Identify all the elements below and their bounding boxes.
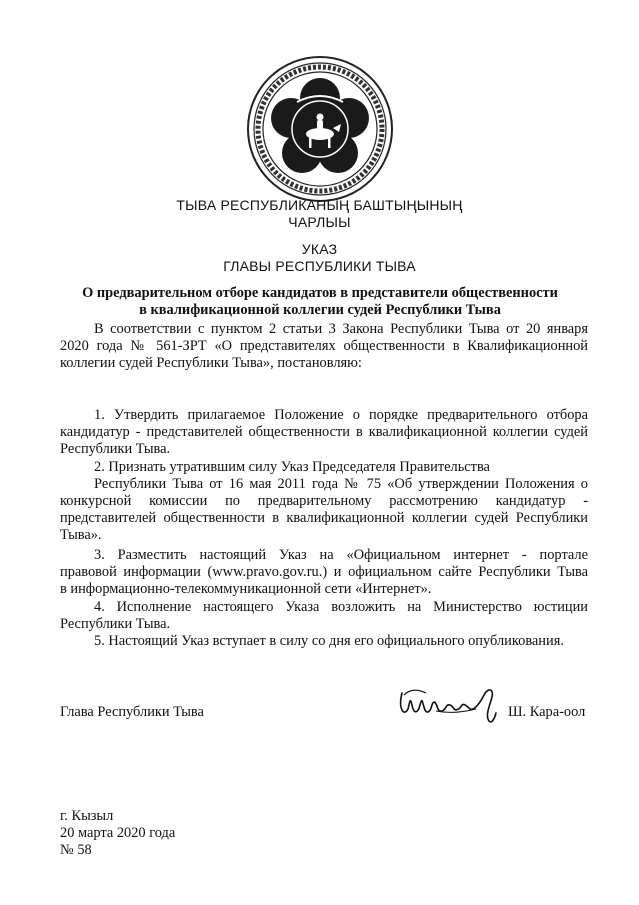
header-tuvan-line1: ТЫВА РЕСПУБЛИКАНЫҢ БАШТЫҢЫНЫҢ [176,197,463,213]
item-4-line: 4. Исполнение настоящего Указа возложить на Министерство юстиции [94,599,588,615]
item-2 [60,476,588,544]
item-2-line: Республики Тыва от 16 мая 2011 года № 75 «Об утверждении Положения о [94,476,588,492]
intro-line: В соответствии с пунктом 2 статьи 3 Закона Республики Тыва от 20 января [94,321,588,337]
decree-title: УКАЗ [301,241,338,257]
item-1-line: кандидатур - представителей общественности в квалификационной коллегии судей [60,424,588,440]
signatory-name: Ш. Кара-оол [508,704,586,720]
decree-number: № 58 [60,842,92,858]
decree-subject-line2: в квалификационной коллегии судей Республики Тыва [139,302,501,318]
item-3-line: 3. Разместить настоящий Указ на «Официальном интернет - портале [94,547,588,563]
item-3-line: в информационно-телекоммуникационной сети «Интернет». [60,581,432,597]
item-3-line: правовой информации (www.pravo.gov.ru.) и официальном сайте Республики Тыва [60,564,588,580]
header-tuvan-line2: ЧАРЛЫЫ [288,214,351,230]
decree-issuer: ГЛАВЫ РЕСПУБЛИКИ ТЫВА [223,258,416,274]
item-2-head-line: 2. Признать утратившим силу Указ Председателя Правительства [94,459,490,475]
handwritten-signature-icon [396,683,504,729]
item-5 [60,633,588,650]
item-2-line: конкурсной комиссии по предварительному рассмотрению кандидатур - [60,493,588,509]
intro-paragraph [60,321,588,372]
decree-city: г. Кызыл [60,808,114,824]
intro-line: коллегии судей Республики Тыва», постановляю: [60,355,362,371]
tuva-coat-of-arms-icon [245,54,395,204]
intro-line: 2020 года № 561-ЗРТ «О представителях общественности в Квалификационной [60,338,588,354]
item-5-line: 5. Настоящий Указ вступает в силу со дня его официального опубликования. [94,633,564,649]
item-2-head [60,459,588,476]
item-2-line: представителей общественности в квалификационной коллегии судей Республики [60,510,588,526]
item-1 [60,407,588,458]
item-4-line: Республики Тыва. [60,616,171,632]
item-2-line: Тыва». [60,527,102,543]
item-1-line: Республики Тыва. [60,441,171,457]
signatory-position: Глава Республики Тыва [60,704,204,720]
decree-subject-line1: О предварительном отборе кандидатов в представители общественности [82,285,558,301]
item-3 [60,547,588,598]
decree-date: 20 марта 2020 года [60,825,176,841]
decree-footer [60,808,175,859]
item-4 [60,599,588,633]
item-1-line: 1. Утвердить прилагаемое Положение о порядке предварительного отбора [94,407,588,423]
